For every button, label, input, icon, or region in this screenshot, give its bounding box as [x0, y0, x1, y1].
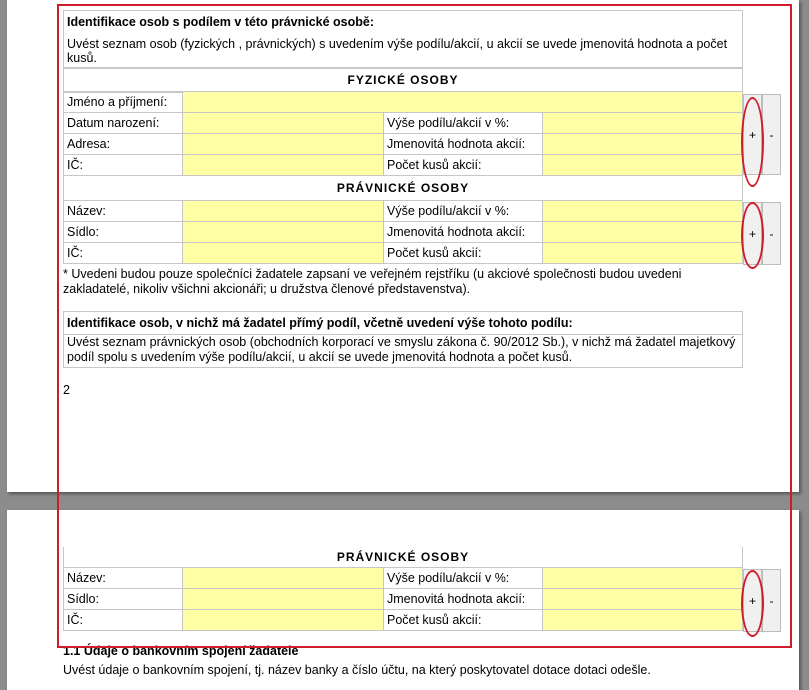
- pravnicke-osoby-title-2: PRÁVNICKÉ OSOBY: [336, 550, 470, 564]
- ic-label: IČ:: [64, 155, 183, 176]
- add-fyzicka-button[interactable]: +: [743, 94, 762, 175]
- fyzicke-osoby-title: FYZICKÉ OSOBY: [347, 73, 459, 87]
- section-ownership-title: Identifikace osob s podílem v této právnické osobě:: [67, 15, 375, 29]
- remove-pravnicka-button[interactable]: -: [762, 202, 781, 265]
- section-ownership-desc: Uvést seznam osob (fyzických , právnických) s uvedením výše podílu/akcií, u akcií se uvede jmenovitá hodnota a počet kusů.: [67, 37, 728, 65]
- red-oval-highlight: [741, 570, 764, 637]
- nominal-label: Jmenovitá hodnota akcií:: [384, 589, 543, 610]
- section-direct-share-desc: Uvést seznam právnických osob (obchodních korporací ve smyslu zákona č. 90/2012 Sb.), v nichž má žadatel majetkový podíl spolu s uvedením výše podílu/akcií, u akcií se uvede jmenovitá hodnota a počet kusů.: [67, 335, 736, 364]
- company-name-label: Název:: [64, 201, 183, 222]
- nominal-label: Jmenovitá hodnota akcií:: [384, 222, 543, 243]
- footnote: * Uvedeni budou pouze společníci žadatele zapsaní ve veřejném rejstříku (u akciové společnosti budou uvedeni zakladatelé, nikoliv všichni akcionáři; u družstva členové představenstva).: [63, 267, 682, 296]
- name-label: Jméno a příjmení:: [64, 92, 183, 113]
- section-direct-share-title: Identifikace osob, v nichž má žadatel přímý podíl, včetně uvedení výše tohoto podílu:: [67, 316, 573, 330]
- count-label: Počet kusů akcií:: [384, 610, 543, 631]
- nominal-label: Jmenovitá hodnota akcií:: [384, 134, 543, 155]
- ic-label: IČ:: [64, 243, 183, 264]
- birth-label: Datum narození:: [64, 113, 183, 134]
- bank-section-title: 1.1 Údaje o bankovním spojení žadatele: [63, 644, 299, 658]
- count-label: Počet kusů akcií:: [384, 155, 543, 176]
- add-pravnicka-button-2[interactable]: +: [743, 569, 762, 632]
- page-number: 2: [63, 383, 70, 397]
- bank-section-desc: Uvést údaje o bankovním spojení, tj. název banky a číslo účtu, na který poskytovatel dotace dotaci odešle.: [63, 663, 651, 677]
- count-label: Počet kusů akcií:: [384, 243, 543, 264]
- seat-label: Sídlo:: [64, 222, 183, 243]
- red-selection-rectangle: [57, 4, 792, 648]
- company-name-label: Název:: [64, 568, 183, 589]
- ic-label: IČ:: [64, 610, 183, 631]
- share-label: Výše podílu/akcií v %:: [384, 113, 543, 134]
- remove-fyzicka-button[interactable]: -: [762, 94, 781, 175]
- share-label: Výše podílu/akcií v %:: [384, 201, 543, 222]
- share-label: Výše podílu/akcií v %:: [384, 568, 543, 589]
- add-pravnicka-button[interactable]: +: [743, 202, 762, 265]
- red-oval-highlight: [741, 202, 764, 269]
- address-label: Adresa:: [64, 134, 183, 155]
- pravnicke-osoby-title: PRÁVNICKÉ OSOBY: [336, 181, 470, 195]
- red-oval-highlight: [741, 97, 764, 187]
- remove-pravnicka-button-2[interactable]: -: [762, 569, 781, 632]
- seat-label: Sídlo:: [64, 589, 183, 610]
